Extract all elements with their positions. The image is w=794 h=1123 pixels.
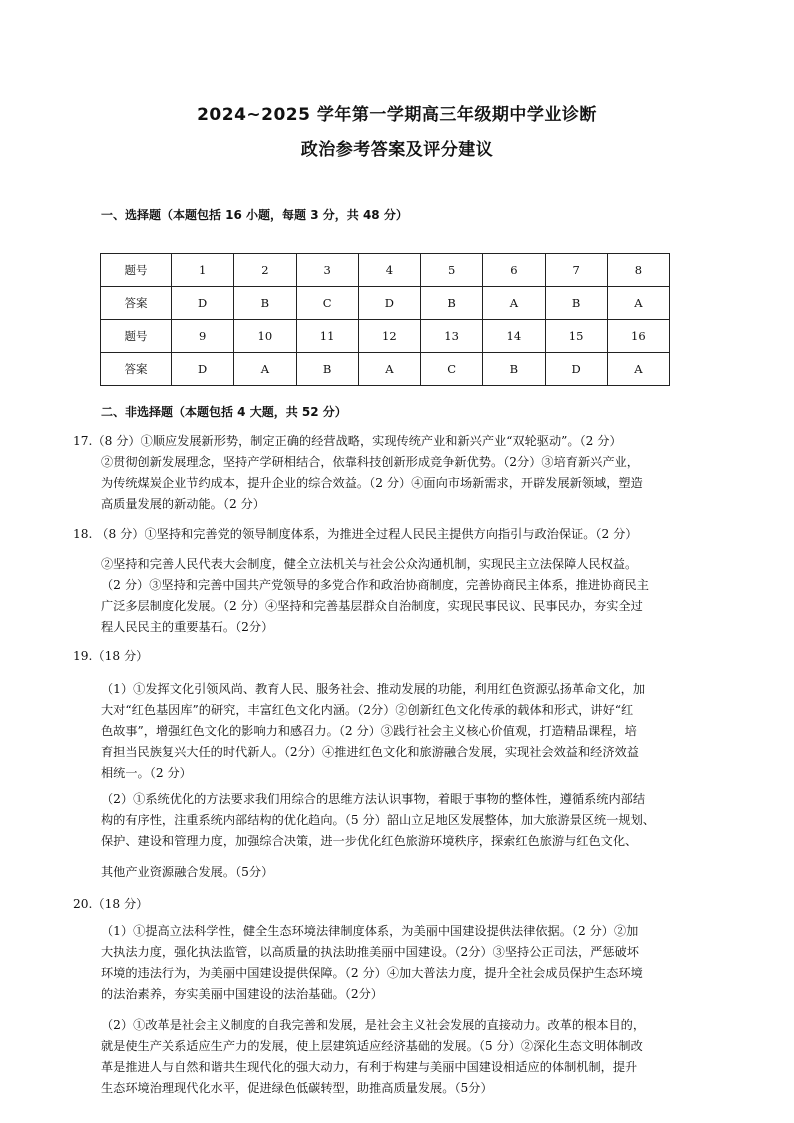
table-cell: 15 [545,320,607,353]
text-line: 广泛多层制度化发展。（2 分）④坚持和完善基层群众自治制度，实现民事民议、民事民办，夯实全过 [101,599,643,613]
text-line: 高质量发展的新动能。（2 分） [101,497,265,511]
text-line: （1）①发挥文化引领风尚、教育人民、服务社会、推动发展的功能，利用红色资源弘扬革命文化，加 [101,682,646,696]
table-cell: D [172,287,234,320]
table-cell: B [545,287,607,320]
table-row [101,353,670,386]
table-cell: 12 [358,320,420,353]
text-line: 环境的违法行为，为美丽中国建设提供保障。（2 分）④加大普法力度，提升全社会成员保护生态环境 [101,966,643,980]
text-line: 18. （8 分）①坚持和完善党的领导制度体系，为推进全过程人民民主提供方向指引与政治保证。（2 分） [73,527,638,541]
question-17-answer [73,431,643,515]
table-cell: 9 [172,320,234,353]
table-cell: A [607,353,669,386]
table-cell: C [296,287,358,320]
table-cell: 6 [483,254,545,287]
section-two-heading: 二、非选择题（本题包括 4 大题，共 52 分） [101,405,347,419]
table-cell: B [234,287,296,320]
question-19-heading: 19.（18 分） [73,649,149,663]
text-line: 程人民民主的重要基石。（2分） [101,620,274,634]
table-row [101,320,670,353]
table-cell: B [421,287,483,320]
table-cell: D [358,287,420,320]
table-row [101,287,670,320]
table-cell: A [358,353,420,386]
table-cell: 1 [172,254,234,287]
text-line: 育担当民族复兴大任的时代新人。（2分）④推进红色文化和旅游融合发展，实现社会效益和经济效益 [101,745,639,759]
document-title: 2024~2025 学年第一学期高三年级期中学业诊断 [197,105,597,125]
table-cell: 14 [483,320,545,353]
text-line: （1）①提高立法科学性，健全生态环境法律制度体系，为美丽中国建设提供法律依据。（2 分）②加 [101,924,639,938]
text-line: 的法治素养，夯实美丽中国建设的法治基础。（2分） [101,987,383,1001]
text-line: ②坚持和完善人民代表大会制度，健全立法机关与社会公众沟通机制，实现民主立法保障人民权益。 [101,557,638,571]
text-line: 大对“红色基因库”的研究，丰富红色文化内涵。（2分）②创新红色文化传承的载体和形式，讲好“红 [101,703,634,717]
text-line: 相统一。（2 分） [101,766,192,780]
table-cell: B [296,353,358,386]
table-cell: 16 [607,320,669,353]
text-line: （2 分）③坚持和完善中国共产党领导的多党合作和政治协商制度，完善协商民主体系，推进协商民主 [101,578,649,592]
text-line: 保护、建设和管理力度，加强综合决策，进一步优化红色旅游环境秩序，探索红色旅游与红色文化、 [101,834,638,848]
question-18-answer [73,524,649,638]
table-cell: 7 [545,254,607,287]
document-subtitle: 政治参考答案及评分建议 [300,140,494,160]
question-19-part-1 [101,679,645,784]
table-cell: 题号 [101,254,172,287]
table-cell: 3 [296,254,358,287]
table-cell: 4 [358,254,420,287]
table-cell: A [234,353,296,386]
table-cell: 5 [421,254,483,287]
table-cell: D [545,353,607,386]
table-cell: 8 [607,254,669,287]
question-19-part-2-end: 其他产业资源融合发展。（5分） [101,865,274,879]
text-line: 17.（8 分）①顺应发展新形势，制定正确的经营战略，实现传统产业和新兴产业“双轮驱动”。（2 分） [73,434,622,448]
table-cell: A [483,287,545,320]
table-cell: 13 [421,320,483,353]
table-cell: 2 [234,254,296,287]
text-line: 为传统煤炭企业节约成本，提升企业的综合效益。（2 分）④面向市场新需求，开辟发展新领域，塑造 [101,476,643,490]
table-cell: A [607,287,669,320]
text-line: 色故事”，增强红色文化的影响力和感召力。（2 分）③践行社会主义核心价值观，打造精品课程，培 [101,724,637,738]
table-cell: 10 [234,320,296,353]
table-cell: C [421,353,483,386]
answer-table [100,253,670,386]
question-19-part-2 [101,789,655,852]
table-cell: D [172,353,234,386]
table-cell: B [483,353,545,386]
question-20-heading: 20.（18 分） [73,897,149,911]
text-line: 大执法力度，强化执法监管，以高质量的执法助推美丽中国建设。（2分）③坚持公正司法，严惩破坏 [101,945,639,959]
text-line: 构的有序性，注重系统内部结构的优化趋向。（5 分）韶山立足地区发展整体，加大旅游景区统一规划、 [101,813,655,827]
table-cell: 答案 [101,287,172,320]
table-row [101,254,670,287]
text-line: ②贯彻创新发展理念，坚持产学研相结合，依靠科技创新形成竞争新优势。（2分）③培育新兴产业， [101,455,639,469]
text-line: 革是推进人与自然和谐共生现代化的强大动力，有利于构建与美丽中国建设相适应的体制机制，提升 [101,1060,638,1074]
question-20-part-1 [101,921,643,1005]
table-cell: 答案 [101,353,172,386]
text-line: （2）①系统优化的方法要求我们用综合的思维方法认识事物，着眼于事物的整体性，遵循系统内部结 [101,792,646,806]
table-cell: 11 [296,320,358,353]
text-line: 生态环境治理现代化水平，促进绿色低碳转型，助推高质量发展。（5分） [101,1081,493,1095]
question-20-part-2 [101,1015,645,1099]
text-line: （2）①改革是社会主义制度的自我完善和发展，是社会主义社会发展的直接动力。改革的根本目的， [101,1018,646,1032]
section-one-heading: 一、选择题（本题包括 16 小题，每题 3 分，共 48 分） [101,208,408,222]
text-line: 就是使生产关系适应生产力的发展，使上层建筑适应经济基础的发展。（5 分）②深化生态文明体制改 [101,1039,643,1053]
table-cell: 题号 [101,320,172,353]
